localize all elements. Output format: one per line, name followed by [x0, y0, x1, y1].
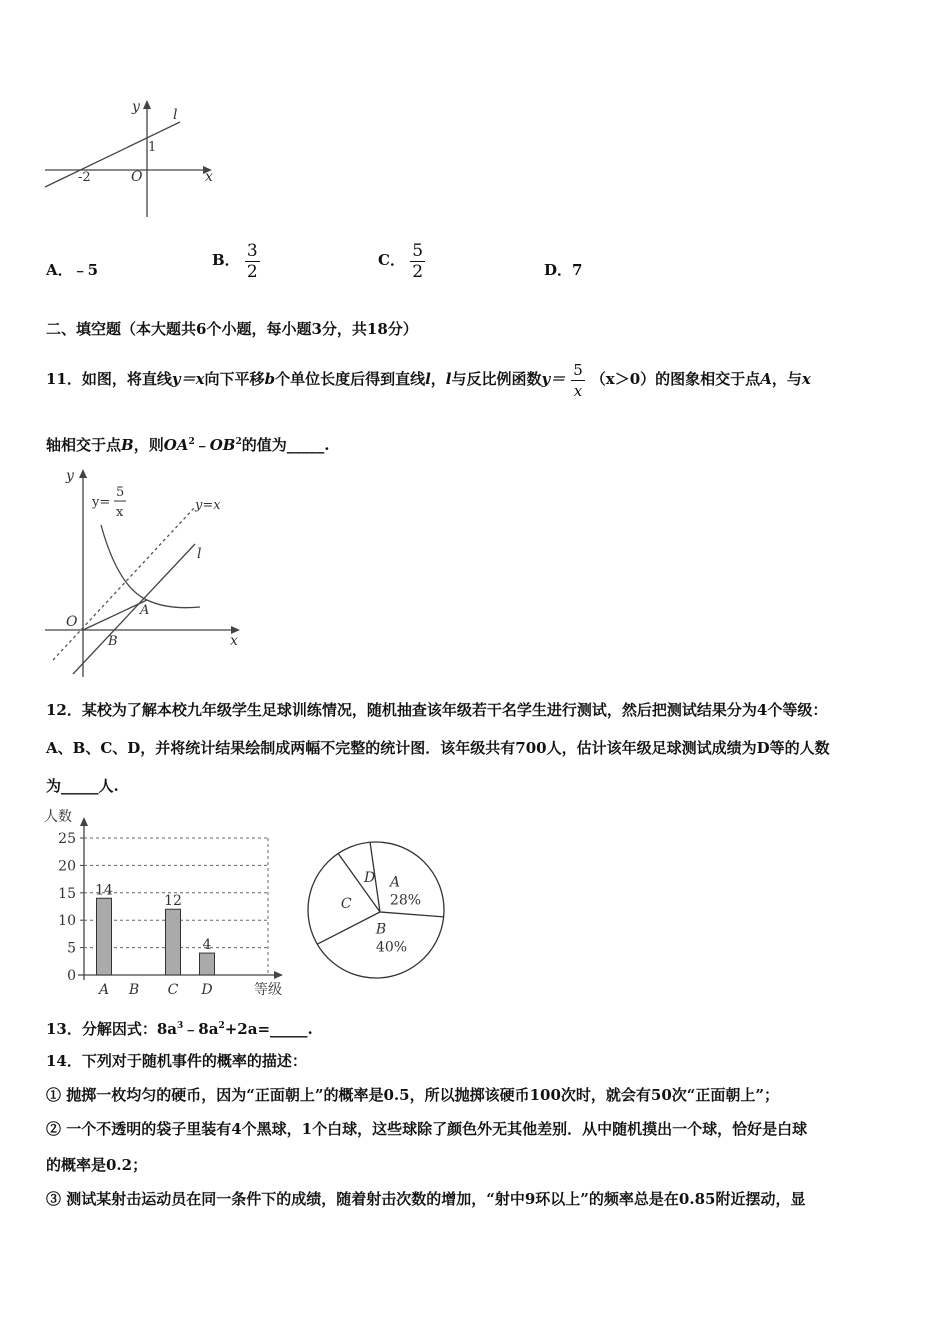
bar-data-label-D: 4 — [202, 937, 212, 954]
bar-y-tick-label: 5 — [67, 940, 76, 957]
q11-blank[interactable]: _____ — [286, 436, 325, 454]
q11-OB: OB — [209, 436, 236, 454]
q13-exp-1: 3 — [177, 1021, 184, 1031]
q11-l2: l — [445, 370, 452, 388]
q11-l1: l — [425, 370, 431, 388]
label-x: x — [205, 169, 213, 185]
q11-x: x — [801, 370, 811, 388]
pie-slice-label-D: D — [364, 870, 376, 887]
q11-fraction — [571, 360, 585, 401]
label-l: l — [173, 107, 178, 123]
bar-C — [166, 909, 181, 975]
option-c-fraction — [410, 241, 425, 282]
bar-y-tick-label: 25 — [58, 831, 76, 847]
label-neg2: -2 — [78, 170, 91, 185]
pie-slice-label-B: B — [375, 921, 387, 938]
q11-y: y＝ — [541, 370, 566, 388]
q11-frac-num: 5 — [573, 360, 583, 379]
bar-x-label: 等级 — [254, 982, 282, 998]
option-d[interactable] — [544, 260, 582, 280]
option-c-denominator: 2 — [412, 261, 424, 282]
pie-slice-percent-B: 40% — [375, 939, 408, 956]
q11-text-3: 个单位长度后得到直线 — [275, 370, 426, 388]
option-d-value: 7 — [572, 261, 583, 279]
option-a-label: A． — [46, 261, 73, 279]
section2-title: 二、填空题（本大题共6个小题，每小题3分，共18分） — [46, 320, 418, 338]
q13-end: . — [307, 1020, 313, 1038]
q13-line — [46, 1016, 313, 1039]
q11-sq1: 2 — [188, 437, 195, 447]
q11-B: B — [121, 436, 134, 454]
label-y: y — [66, 468, 74, 484]
q11-b: b — [264, 370, 276, 388]
q13-exp-2: 2 — [218, 1021, 225, 1031]
q14-intro: 14．下列对于随机事件的概率的描述： — [46, 1052, 307, 1070]
pie-slice-label-A: A — [389, 874, 401, 891]
q11-minus: ﹣ — [194, 436, 210, 454]
q11-eq: y＝x — [171, 370, 205, 388]
q11-end: . — [324, 436, 330, 454]
q10-line-graph — [40, 95, 230, 220]
option-b[interactable] — [212, 236, 260, 284]
bar-category-label-C: C — [167, 982, 179, 998]
label-B: B — [108, 634, 118, 649]
bar-category-label-D: D — [201, 982, 213, 998]
hyperbola — [101, 525, 200, 608]
q11-text-6: ，与 — [771, 370, 802, 388]
q11-A: A — [760, 370, 772, 388]
bar-x-axis-arrow — [274, 971, 283, 979]
bar-y-tick-label: 0 — [67, 968, 76, 984]
q11-text-4: 与反比例函数 — [451, 370, 542, 388]
option-b-label: B． — [212, 251, 240, 269]
q11-text-5: 的图象相交于点 — [655, 370, 761, 388]
label-y-equals-x: y=x — [195, 498, 221, 513]
pie-slice-label-C: C — [340, 895, 352, 912]
pie-slice-percent-A: 28% — [389, 892, 422, 909]
q14-statement-2b: 的概率是0.2； — [46, 1156, 148, 1174]
q11-text-9: 的值为 — [241, 436, 287, 454]
q12-line1: 12．某校为了解本校九年级学生足球训练情况，随机抽查该年级若干名学生进行测试，然后把测试结果分为4个等级： — [46, 701, 828, 719]
label-eq-den: x — [116, 505, 124, 520]
segment-OA — [83, 600, 150, 630]
q11-frac-den: x — [573, 381, 583, 400]
q13-text-3: +2a= — [224, 1020, 271, 1038]
option-c-numerator: 5 — [412, 240, 424, 261]
label-eq-num: 5 — [116, 485, 125, 500]
bar-chart — [40, 806, 300, 998]
q11-line2 — [46, 432, 329, 455]
q14-statement-3: ③ 测试某射击运动员在同一条件下的成绩，随着射击次数的增加，“射中9环以上”的频率总是在0.85附近摆动，显 — [46, 1190, 806, 1208]
bar-y-tick-label: 20 — [58, 858, 76, 875]
q11-text-7: 轴相交于点 — [46, 436, 122, 454]
label-y: y — [132, 99, 140, 115]
bar-y-tick-label: 15 — [58, 885, 76, 902]
option-b-denominator: 2 — [246, 261, 258, 282]
q14-statement-2a: ② 一个不透明的袋子里装有4个黑球，1个白球，这些球除了颜色外无其他差别．从中随机摸出一个球，恰好是白球 — [46, 1120, 808, 1138]
option-c-label: C． — [378, 251, 405, 269]
label-eq-y: y= — [92, 495, 111, 510]
q13-blank[interactable]: _____ — [270, 1020, 308, 1038]
y-axis-arrow — [79, 469, 87, 478]
option-a[interactable] — [46, 260, 98, 280]
option-c[interactable] — [378, 236, 425, 284]
label-origin: O — [131, 169, 143, 185]
q11-text-2: 向下平移 — [204, 370, 265, 388]
label-x: x — [230, 633, 238, 649]
q14-statement-1: ① 抛掷一枚均匀的硬币，因为“正面朝上”的概率是0.5，所以抛掷该硬币100次时，就会有50次“正面朝上”； — [46, 1086, 780, 1104]
option-b-fraction — [245, 241, 260, 282]
bar-D — [200, 953, 215, 975]
line-l — [73, 544, 195, 674]
q11-text-8: ，则 — [133, 436, 164, 454]
pie-chart — [304, 838, 448, 982]
bar-A — [97, 898, 112, 975]
line-y-equals-x — [53, 507, 195, 660]
line-l — [45, 122, 180, 187]
label-one: 1 — [148, 140, 157, 155]
pie-outline — [308, 842, 444, 978]
q11-condition: （x＞0） — [590, 370, 656, 388]
q11-line1 — [46, 344, 811, 414]
q13-text-2: ﹣8a — [183, 1020, 219, 1038]
bar-category-label-A: A — [98, 982, 110, 998]
bar-y-tick-label: 10 — [58, 913, 76, 930]
label-O: O — [66, 614, 78, 630]
q11-graph — [40, 462, 250, 680]
label-A: A — [140, 603, 150, 618]
q12-line3: 为_____人. — [46, 777, 119, 795]
bar-y-label: 人数 — [44, 809, 72, 825]
bar-data-label-A: 14 — [95, 882, 113, 899]
q11-text-1: 11．如图，将直线 — [46, 370, 172, 388]
q11-OA: OA — [163, 436, 189, 454]
q13-text-1: 13．分解因式：8a — [46, 1020, 178, 1038]
option-a-value: ﹣5 — [72, 261, 99, 279]
option-d-label: D． — [544, 261, 573, 279]
bar-data-label-C: 12 — [164, 893, 182, 910]
option-b-numerator: 3 — [246, 240, 258, 261]
label-l: l — [197, 546, 202, 562]
q12-line2: A、B、C、D，并将统计结果绘制成两幅不完整的统计图．该年级共有700人，估计该年级足球测试成绩为D等的人数 — [46, 739, 830, 757]
q11-sep: ， — [430, 370, 446, 388]
bar-category-label-B: B — [128, 982, 140, 998]
y-axis-arrow — [143, 100, 151, 109]
bar-y-axis-arrow — [80, 817, 88, 826]
q11-sq2: 2 — [235, 437, 242, 447]
